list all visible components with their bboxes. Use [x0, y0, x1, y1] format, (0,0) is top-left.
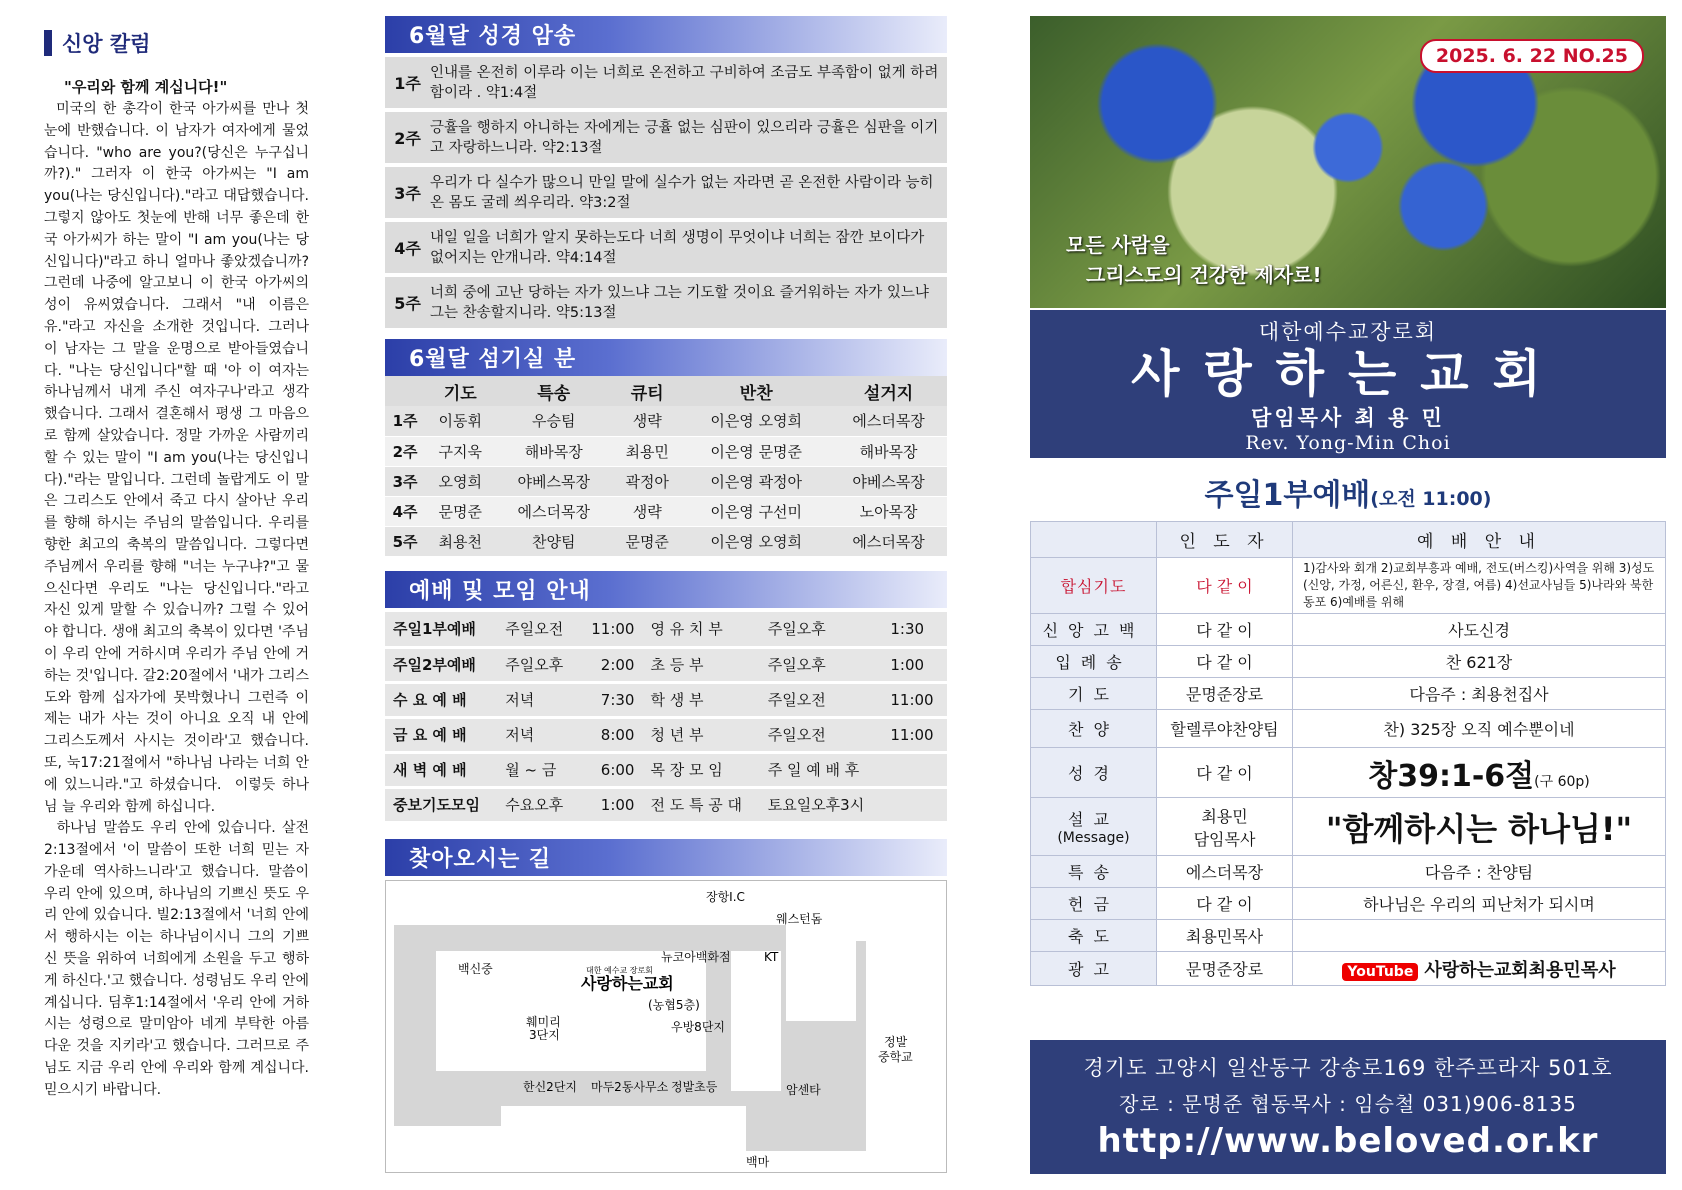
map-nh: (농협5층)	[648, 998, 700, 1012]
meeting-cell: 8:00	[578, 717, 643, 752]
worship-leader-text: 다 같 이	[1196, 895, 1253, 914]
verse-week: 1주	[394, 74, 421, 93]
map-woobang: 우방8단지	[671, 1020, 726, 1034]
col-leader: 인 도 자	[1157, 522, 1293, 558]
map-jeongbal-m2: 중학교	[878, 1050, 913, 1064]
worship-leader-text: 할렐루야찬양팀	[1170, 720, 1279, 739]
worship-leader-text: 최용민목사	[1185, 927, 1264, 946]
worship-corner	[1031, 522, 1157, 558]
service-cell: 야베스목장	[830, 466, 947, 496]
service-cell: 에스더목장	[830, 406, 947, 436]
meeting-cell: 월 ~ 금	[497, 752, 578, 787]
meetings-section	[385, 571, 947, 824]
website-link[interactable]: http://www.beloved.or.kr	[1097, 1121, 1599, 1161]
service-cell: 최용민	[612, 436, 682, 466]
directions-section	[385, 839, 947, 876]
meeting-cell: 청 년 부	[642, 717, 759, 752]
meeting-cell: 주일오후	[760, 647, 883, 682]
contact: 장로 : 문명준 협동목사 : 임승철 031)906-8135	[1119, 1092, 1577, 1116]
verses-heading: 6월달 성경 암송	[385, 16, 947, 53]
worship-label	[1031, 646, 1157, 678]
meeting-cell: 목 장 모 임	[642, 752, 759, 787]
service-cell: 이은영 오영희	[682, 526, 830, 556]
meeting-cell: 주일2부예배	[385, 647, 497, 682]
worship-info	[1293, 646, 1666, 678]
service-col: 큐티	[612, 376, 682, 406]
map-newcore: 뉴코아백화점	[661, 950, 731, 964]
worship-row	[1031, 748, 1666, 798]
service-cell: 이은영 문명준	[682, 436, 830, 466]
service-col: 특송	[495, 376, 612, 406]
verse-text: 인내를 온전히 이루라 이는 너희로 온전하고 구비하여 조금도 부족함이 없게 하려 함이라 . 약1:4절	[430, 64, 939, 101]
map-church: 사랑하는교회	[581, 974, 674, 993]
worship-leader-text: 문명준장로	[1185, 685, 1264, 704]
map-west: 웨스턴돔	[776, 912, 823, 926]
church-banner	[1030, 310, 1666, 458]
service-cell: 이은영 구선미	[682, 496, 830, 526]
service-cell: 찬양팀	[495, 526, 612, 556]
meeting-cell: 주일오전	[760, 717, 883, 752]
worship-leader-text: 최용민	[1201, 806, 1248, 826]
service-cell: 최용천	[425, 526, 495, 556]
worship-label-sub: (Message)	[1057, 830, 1130, 846]
meeting-cell: 2:00	[578, 647, 643, 682]
worship-label-text: 입례송	[1055, 653, 1132, 672]
service-cell: 해바목장	[830, 436, 947, 466]
worship-info-text: "함께하시는 하나님!"	[1325, 809, 1633, 848]
verse-text: 긍휼을 행하지 아니하는 자에게는 긍휼 없는 심판이 있으리라 긍휼은 심판을 이기고 자랑하느니라. 약2:13절	[430, 119, 939, 156]
service-cell: 구지욱	[425, 436, 495, 466]
map-ic: 장항I.C	[706, 890, 745, 904]
cover-photo	[1030, 16, 1666, 308]
verse-row	[385, 222, 947, 273]
motto	[1066, 230, 1322, 290]
worship-leader	[1157, 888, 1293, 920]
meetings-table	[385, 612, 947, 824]
meeting-row	[385, 787, 947, 822]
service-cell: 노아목장	[830, 496, 947, 526]
meeting-cell: 주일오후	[760, 612, 883, 647]
column-title: "우리와 함께 계십니다!"	[64, 78, 228, 96]
worship-info-text: 1)감사와 회개 2)교회부흥과 예배, 전도(버스킹)사역을 위해 3)성도(신앙, 가정, 어른신, 환우, 장결, 여름) 4)선교사님들 5)나라와 북한동포 6)예배를 위해	[1303, 561, 1655, 609]
service-cell: 에스더목장	[495, 496, 612, 526]
meeting-cell: 수요오후	[497, 787, 578, 822]
meeting-cell: 1:30	[882, 612, 947, 647]
map-hemiri: 훼미리	[526, 1015, 561, 1029]
worship-row	[1031, 856, 1666, 888]
meeting-cell: 11:00	[882, 682, 947, 717]
worship-row	[1031, 678, 1666, 710]
worship-info	[1293, 920, 1666, 952]
service-cell: 생략	[612, 406, 682, 436]
verse-text: 내일 일을 너희가 알지 못하는도다 너희 생명이 무엇이냐 너희는 잠깐 보이다가 없어지는 안개니라. 약4:14절	[430, 229, 925, 266]
col-info: 예 배 안 내	[1293, 522, 1666, 558]
worship-order	[1030, 521, 1666, 986]
service-row	[385, 466, 947, 496]
pastor-name: 담임목사 최 용 민	[1251, 406, 1445, 430]
service-cell: 이은영 오영희	[682, 406, 830, 436]
worship-info	[1293, 888, 1666, 920]
worship-label-text: 신앙고백	[1042, 621, 1145, 640]
map-hanshin: 한신2단지	[523, 1080, 578, 1094]
worship-row	[1031, 710, 1666, 748]
worship-info	[1293, 952, 1666, 986]
worship-leader	[1157, 710, 1293, 748]
meeting-row	[385, 647, 947, 682]
denomination: 대한예수교장로회	[1258, 320, 1438, 344]
worship-info-sub: (구 60p)	[1534, 773, 1590, 790]
worship-row	[1031, 558, 1666, 614]
meeting-cell: 저녁	[497, 717, 578, 752]
worship-leader-text: 다 같 이	[1196, 621, 1253, 640]
worship-leader-text: 문명준장로	[1185, 960, 1264, 979]
worship-info	[1293, 798, 1666, 856]
verse-week: 4주	[394, 239, 421, 258]
verse-week: 5주	[394, 294, 421, 313]
meeting-cell: 저녁	[497, 682, 578, 717]
meeting-cell: 주일오후	[497, 647, 578, 682]
meeting-cell: 주일오전	[760, 682, 883, 717]
worship-leader	[1157, 558, 1293, 614]
meeting-cell: 수 요 예 배	[385, 682, 497, 717]
meeting-cell: 1:00	[578, 787, 643, 822]
map-hemiri2: 3단지	[529, 1028, 560, 1042]
meeting-cell: 토요일오후3시	[760, 787, 883, 822]
worship-label-text: 기도	[1068, 685, 1119, 704]
worship-info-text: 창39:1-6절	[1368, 758, 1535, 794]
meeting-cell: 주일오전	[497, 612, 578, 647]
worship-label	[1031, 856, 1157, 888]
worship-label-text: 성경	[1068, 764, 1119, 783]
meetings-heading: 예배 및 모임 안내	[385, 571, 947, 608]
meeting-cell: 7:30	[578, 682, 643, 717]
verse-text: 너희 중에 고난 당하는 자가 있느냐 그는 기도할 것이요 즐거워하는 자가 있느냐 그는 찬송할지니라. 약5:13절	[430, 284, 929, 321]
faith-column	[44, 28, 309, 1102]
directions-map	[385, 880, 947, 1173]
verse-week: 3주	[394, 184, 421, 203]
map-jeongbal-e: 정발초등	[671, 1080, 718, 1094]
worship-time: (오전 11:00)	[1370, 488, 1492, 510]
map-church-small: 대한 예수교 장로회	[586, 966, 653, 975]
meeting-cell: 11:00	[578, 612, 643, 647]
map-baekma: 백마	[746, 1155, 770, 1169]
worship-table	[1030, 521, 1666, 986]
worship-leader	[1157, 920, 1293, 952]
worship-label	[1031, 888, 1157, 920]
meeting-cell: 전 도 특 공 대	[642, 787, 759, 822]
service-heading: 6월달 섬기실 분	[385, 339, 947, 376]
service-row	[385, 406, 947, 436]
youtube-icon[interactable]: YouTube	[1342, 963, 1418, 981]
worship-label-text: 축도	[1068, 927, 1119, 946]
worship-leader-text: 에스더목장	[1185, 863, 1264, 882]
heading-bar	[44, 30, 52, 56]
column-heading: 신앙 칼럼	[44, 28, 309, 58]
service-cell: 이은영 곽정아	[682, 466, 830, 496]
service-cell: 이동휘	[425, 406, 495, 436]
worship-row	[1031, 952, 1666, 986]
service-corner	[385, 376, 425, 406]
service-cell: 에스더목장	[830, 526, 947, 556]
column-body: 미국의 한 총각이 한국 아가씨를 만나 첫눈에 반했습니다. 이 남자가 여자에게 물었습니다. "who are you?(당신은 누구십니까?)." 그러자 이 한국 아가씨는 "I am you(나는 당신입니다)."라고 대답했습니다. 그렇지 않아도 첫눈에 반해 너무 좋은데 한국 아가씨가 하는 말이 "I am you(나는 당신입니다)"라고 하니 얼마나 좋았겠습니까? 그런데 나중에 알고보니 이 한국 아가씨의 성이 유씨였습니다. 그래서 "내 이름은 유."라고 자신을 소개한 것입니다. 그러나 이 남자는 그 말을 운명으로 받아들였습니다. "나는 당신입니다"할 때 '아 이 여자는 하나님께서 내게 주신 여자구나'라고 생각했습니다. 그래서 결혼해서 평생 그 마음으로 함께 살았습니다. 정말 가까운 사람끼리 할 수 있는 말이 "I am you(나는 당신입니다)."라는 말입니다. 그런데 놀랍게도 이 말은 그리스도 안에서 죽고 다시 살아난 우리를 향해 하시는 주님의 말씀입니다. 우리를 향한 최고의 축복의 말씀입니다. 그렇다면 주님께서 우리를 향해 "너는 누구냐?"고 물으신다면 우리도 "나는 당신입니다."라고 자신 있게 말할 수 있습니까? 그럴 수 있어야 합니다. 생애 최고의 축복이 있다면 '주님이 우리 안에 거하시며 우리가 주님 안에 거하는 것'입니다. 갈2:20절에서 '내가 그리스도와 함께 십자가에 못박혔나니 그런즉 이제는 내가 사는 것이 아니요 오직 내 안에 그리스도께서 사시는 것이라'고 했습니다. 또, 눅17:21절에서 "하나님 나라는 너희 안에 있느니라."고 하셨습니다. 이렇듯 하나님 늘 우리와 함께 하십니다. 하나님 말씀도 우리 안에 있습니다. 살전2:13절에서 '이 말씀이 또한 너희 믿는 자 가운데 역사하느니라'고 했습니다. 말씀이 우리 안에 있으며, 하나님의 기쁘신 뜻도 우리 안에 있습니다. 빌2:13절에서 '너희 안에서 행하시는 이는 하나님이시니 그의 기쁘신 뜻을 위하여 너희에게 소원을 두고 행하게 하신다.'고 했습니다. 성령님도 우리 안에 계십니다. 딤후1:14절에서 '우리 안에 거하시는 성령으로 말미암아 네게 부탁한 아름다운 것을 지키라'고 했습니다. 그러므로 주님도 지금 우리 안에 우리와 함께 계십니다. 믿으시기 바랍니다.	[44, 101, 309, 1098]
worship-info	[1293, 558, 1666, 614]
meeting-cell: 새 벽 예 배	[385, 752, 497, 787]
worship-info-text: 하나님은 우리의 피난처가 되시며	[1363, 895, 1595, 914]
map-baek: 백신중	[458, 962, 493, 976]
worship-info	[1293, 710, 1666, 748]
meeting-cell: 11:00	[882, 717, 947, 752]
service-cell: 야베스목장	[495, 466, 612, 496]
map-block-east	[731, 951, 781, 1091]
issue-date: 2025. 6. 22 NO.25	[1420, 39, 1644, 73]
meeting-row	[385, 612, 947, 647]
worship-leader	[1157, 748, 1293, 798]
service-cell: 2주	[385, 436, 425, 466]
worship-label-text: 찬양	[1068, 720, 1119, 739]
verses-section	[385, 16, 947, 328]
worship-label	[1031, 748, 1157, 798]
service-cell: 생략	[612, 496, 682, 526]
worship-info-text: 다음주 : 최용천집사	[1409, 685, 1549, 704]
worship-label	[1031, 920, 1157, 952]
meeting-row	[385, 752, 947, 787]
meeting-cell: 6:00	[578, 752, 643, 787]
directions-heading: 찾아오시는 길	[385, 839, 947, 876]
service-row	[385, 526, 947, 556]
worship-info	[1293, 748, 1666, 798]
map-cancer: 암센타	[786, 1083, 821, 1097]
worship-leader-text: 다 같 이	[1196, 764, 1253, 783]
service-cell: 3주	[385, 466, 425, 496]
service-col: 반찬	[682, 376, 830, 406]
worship-row	[1031, 920, 1666, 952]
service-cell: 해바목장	[495, 436, 612, 466]
worship-leader	[1157, 856, 1293, 888]
service-row	[385, 436, 947, 466]
meeting-cell	[882, 752, 947, 787]
map-jeongbal-m: 정발	[884, 1035, 908, 1049]
map-graphic	[386, 881, 946, 1172]
worship-row	[1031, 646, 1666, 678]
meeting-cell: 주일1부예배	[385, 612, 497, 647]
worship-info	[1293, 856, 1666, 888]
verse-row	[385, 112, 947, 163]
service-cell: 1주	[385, 406, 425, 436]
address: 경기도 고양시 일산동구 강송로169 한주프라자 501호	[1083, 1056, 1613, 1080]
church-name: 사랑하는교회	[1131, 345, 1565, 403]
verse-week: 2주	[394, 129, 421, 148]
worship-label	[1031, 614, 1157, 646]
worship-leader-sub: 담임목사	[1193, 829, 1256, 849]
worship-label-text: 설교	[1068, 810, 1119, 829]
pastor-roman: Rev. Yong-Min Choi	[1245, 432, 1451, 454]
service-row	[385, 496, 947, 526]
worship-leader-text: 다 같 이	[1196, 577, 1253, 596]
worship-leader	[1157, 952, 1293, 986]
service-col: 설거지	[830, 376, 947, 406]
motto-line1: 모든 사람을	[1066, 233, 1170, 257]
meeting-cell: 주 일 예 배 후	[760, 752, 883, 787]
service-table	[385, 376, 947, 557]
service-cell: 문명준	[612, 526, 682, 556]
meeting-cell: 초 등 부	[642, 647, 759, 682]
service-cell: 5주	[385, 526, 425, 556]
worship-label-text: 합심기도	[1060, 577, 1127, 596]
worship-info-text: 찬 621장	[1445, 653, 1513, 672]
service-cell: 4주	[385, 496, 425, 526]
map-madu: 마두2동사무소	[591, 1080, 669, 1094]
worship-leader-text: 다 같 이	[1196, 653, 1253, 672]
worship-label	[1031, 558, 1157, 614]
worship-title: 주일1부예배(오전 11:00)	[1204, 478, 1492, 513]
meeting-cell: 중보기도모임	[385, 787, 497, 822]
worship-label	[1031, 710, 1157, 748]
worship-info	[1293, 614, 1666, 646]
worship-label-text: 헌금	[1068, 895, 1119, 914]
meeting-cell	[882, 787, 947, 822]
verse-row	[385, 167, 947, 218]
verse-row	[385, 57, 947, 108]
meeting-row	[385, 717, 947, 752]
service-cell: 문명준	[425, 496, 495, 526]
worship-info-text: 사도신경	[1448, 621, 1510, 640]
meeting-cell: 영 유 치 부	[642, 612, 759, 647]
worship-leader	[1157, 798, 1293, 856]
worship-label	[1031, 952, 1157, 986]
worship-label-text: 광고	[1068, 960, 1119, 979]
worship-row	[1031, 798, 1666, 856]
footer	[1030, 1040, 1666, 1174]
service-cell: 곽정아	[612, 466, 682, 496]
worship-info-text: 찬) 325장 오직 예수뿐이네	[1383, 720, 1575, 739]
worship-info-text: 다음주 : 찬양팀	[1424, 863, 1534, 882]
worship-label	[1031, 798, 1157, 856]
verse-text: 우리가 다 실수가 많으니 만일 말에 실수가 없는 자라면 곧 온전한 사람이라 능히 온 몸도 굴레 씌우리라. 약3:2절	[430, 174, 934, 211]
worship-row	[1031, 888, 1666, 920]
worship-label-text: 특송	[1068, 863, 1119, 882]
motto-line2: 그리스도의 건강한 제자로!	[1086, 263, 1322, 287]
worship-leader	[1157, 678, 1293, 710]
worship-info	[1293, 678, 1666, 710]
worship-leader	[1157, 646, 1293, 678]
worship-label	[1031, 678, 1157, 710]
service-cell: 오영희	[425, 466, 495, 496]
service-cell: 우승팀	[495, 406, 612, 436]
verse-row	[385, 277, 947, 328]
worship-leader	[1157, 614, 1293, 646]
meeting-row	[385, 682, 947, 717]
map-kt: KT	[764, 950, 779, 964]
service-section	[385, 339, 947, 557]
service-col: 기도	[425, 376, 495, 406]
worship-info-text: 사랑하는교회최용민목사	[1424, 959, 1616, 981]
meeting-cell: 학 생 부	[642, 682, 759, 717]
meeting-cell: 금 요 예 배	[385, 717, 497, 752]
meeting-cell: 1:00	[882, 647, 947, 682]
worship-row	[1031, 614, 1666, 646]
